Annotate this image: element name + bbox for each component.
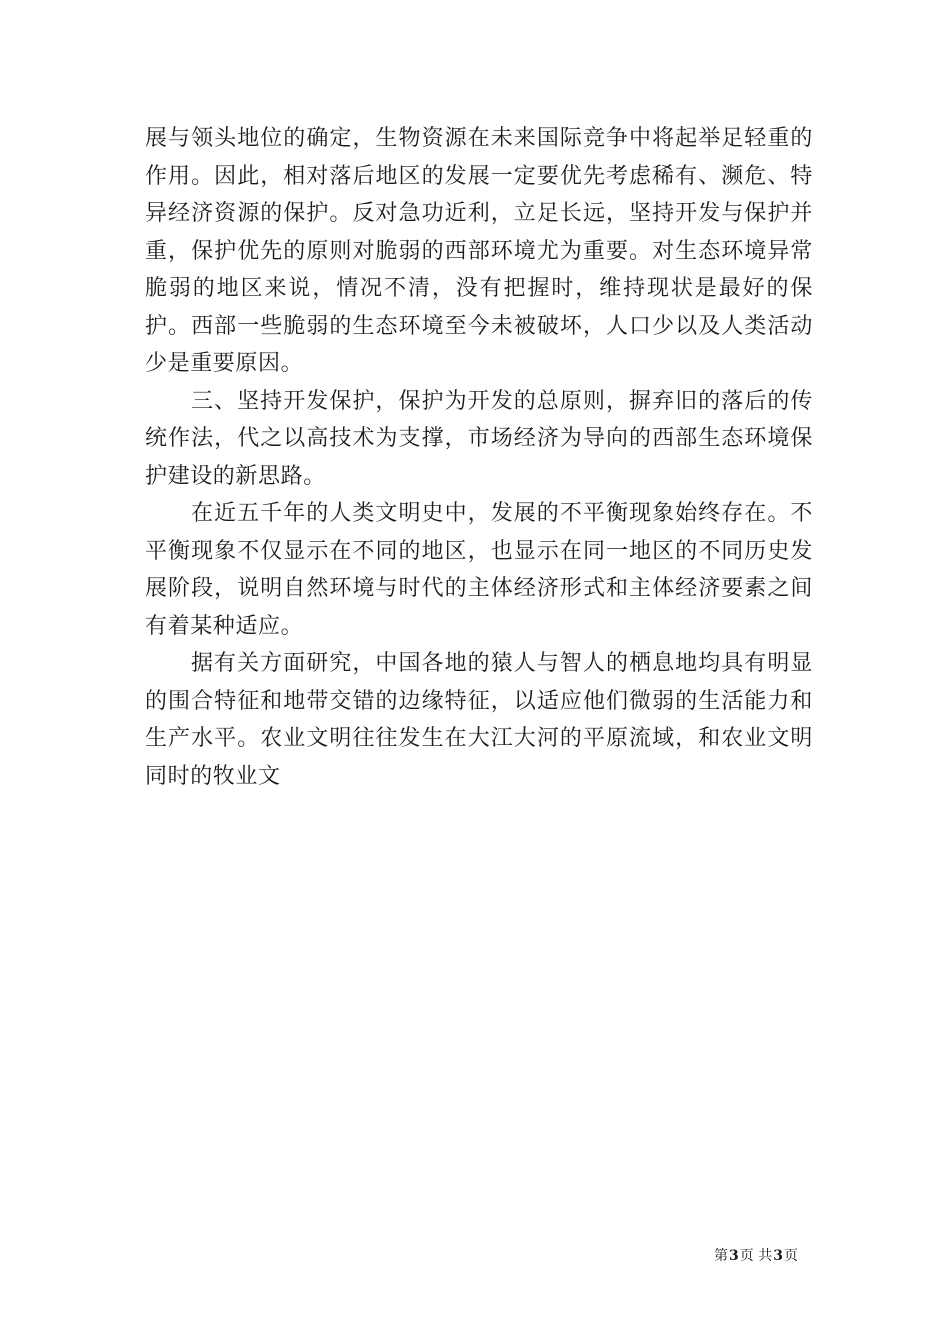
footer-suffix: 页 — [783, 1248, 798, 1264]
paragraph-3: 在近五千年的人类文明史中，发展的不平衡现象始终存在。不平衡现象不仅显示在不同的地区，也显示在同一地区的不同历史发展阶段，说明自然环境与时代的主体经济形式和主体经济要素之间有着某种适应。 — [145, 501, 813, 639]
paragraph-1: 展与领头地位的确定，生物资源在未来国际竞争中将起举足轻重的作用。因此，相对落后地区的发展一定要优先考虑稀有、濒危、特异经济资源的保护。反对急功近利，立足长远，坚持开发与保护并重，保护优先的原则对脆弱的西部环境尤为重要。对生态环境异常脆弱的地区来说，情况不清，没有把握时，维持现状是最好的保护。西部一些脆弱的生态环境至今未被破坏，人口少以及人类活动少是重要原因。 — [145, 126, 813, 376]
total-pages-number: 3 — [773, 1248, 783, 1264]
footer-middle: 页 共 — [739, 1248, 773, 1264]
footer-prefix: 第 — [714, 1248, 728, 1264]
paragraph-4: 据有关方面研究，中国各地的猿人与智人的栖息地均具有明显的围合特征和地带交错的边缘特征，以适应他们微弱的生活能力和生产水平。农业文明往往发生在大江大河的平原流域，和农业文明同时的牧业文 — [145, 651, 813, 789]
paragraph-2: 三、坚持开发保护，保护为开发的总原则，摒弃旧的落后的传统作法，代之以高技术为支撑，市场经济为导向的西部生态环境保护建设的新思路。 — [145, 388, 813, 489]
current-page-number: 3 — [729, 1248, 739, 1264]
page-number-footer — [714, 1247, 798, 1265]
document-body — [145, 120, 813, 795]
